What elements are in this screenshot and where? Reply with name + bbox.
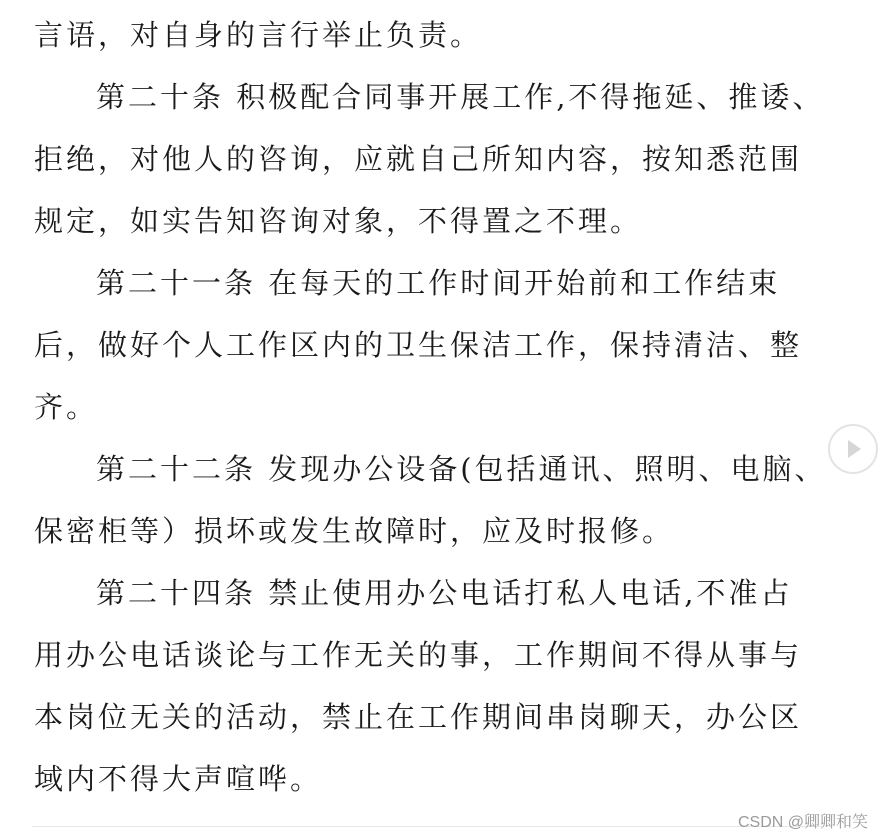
paragraph-line: 言语，对自身的言行举止负责。 xyxy=(34,18,483,52)
article-20-heading-line: 第二十条 积极配合同事开展工作,不得拖延、推诿、 xyxy=(96,80,825,114)
paragraph-line: 本岗位无关的活动，禁止在工作期间串岗聊天，办公区 xyxy=(34,700,803,734)
article-21-heading-line: 第二十一条 在每天的工作时间开始前和工作结束 xyxy=(96,266,781,300)
paragraph-line: 用办公电话谈论与工作无关的事，工作期间不得从事与 xyxy=(34,638,803,672)
paragraph-line: 保密柜等）损坏或发生故障时，应及时报修。 xyxy=(34,514,675,548)
paragraph-line: 域内不得大声喧哗。 xyxy=(34,762,323,796)
paragraph-line: 拒绝，对他人的咨询，应就自己所知内容，按知悉范围 xyxy=(34,142,803,176)
bottom-divider xyxy=(32,826,822,827)
watermark: CSDN @卿卿和笑 xyxy=(737,814,868,831)
paragraph-line: 后，做好个人工作区内的卫生保洁工作，保持清洁、整 xyxy=(34,328,803,362)
play-icon xyxy=(830,426,876,472)
document-body xyxy=(34,4,827,810)
article-24-heading-line: 第二十四条 禁止使用办公电话打私人电话,不准占 xyxy=(96,576,793,610)
article-22-heading-line: 第二十二条 发现办公设备(包括通讯、照明、电脑、 xyxy=(96,452,827,486)
paragraph-line: 规定，如实告知咨询对象，不得置之不理。 xyxy=(34,204,643,238)
play-button[interactable] xyxy=(828,424,878,474)
paragraph-line: 齐。 xyxy=(34,390,99,424)
